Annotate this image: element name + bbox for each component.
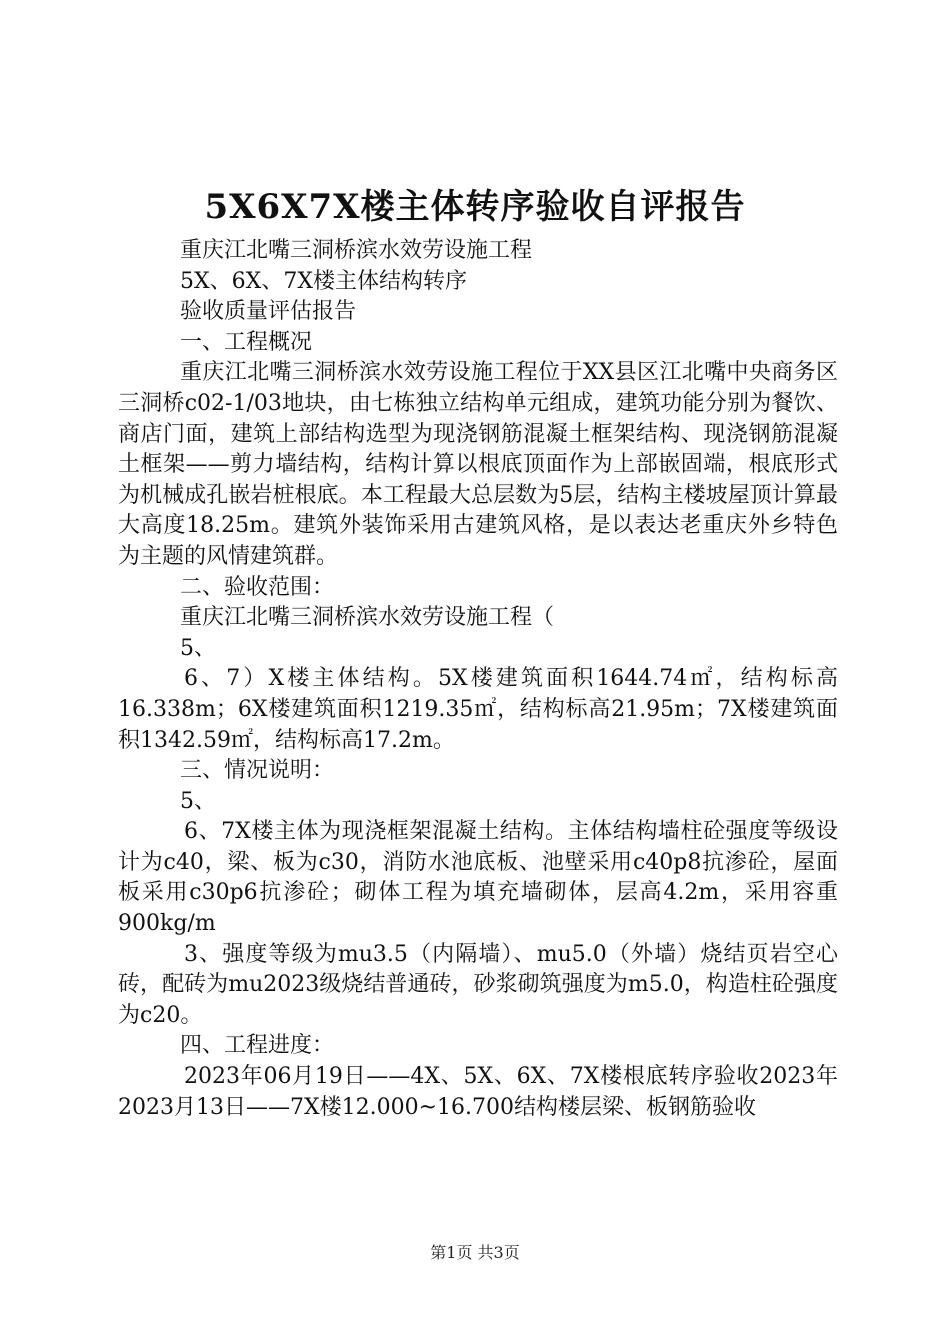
page-number-footer: 第1页 共3页 [430, 1243, 520, 1262]
paragraph-notes-structure: 6、7X楼主体为现浇框架混凝土结构。主体结构墙柱砼强度等级设计为c40，梁、板为c30，消防水池底板、池壁采用c40p8抗渗砼，屋面板采用c30p6抗渗砼；砌体工程为填充墙砌体，层高4.2m，采用容重900kg/m [118, 819, 838, 937]
paragraph-scope-intro: 重庆江北嘴三洞桥滨水效劳设施工程（ [180, 605, 555, 631]
section-heading-overview: 一、工程概况 [180, 329, 313, 355]
paragraph-scope-number: 5、 [180, 635, 216, 661]
paragraph-notes-number: 5、 [180, 788, 216, 814]
document-title: 5X6X7X楼主体转序验收自评报告 [204, 187, 746, 227]
paragraph-progress: 2023年06月19日——4X、5X、6X、7X楼根底转序验收2023年2023月13日——7X楼12.000~16.700结构楼层梁、板钢筋验收 [118, 1064, 838, 1120]
paragraph-report-type: 验收质量评估报告 [180, 299, 357, 325]
paragraph-scope-detail: 6、7）X楼主体结构。5X楼建筑面积1644.74㎡，结构标高16.338m；6X楼建筑面积1219.35㎡，结构标高21.95m；7X楼建筑面积1342.59㎡，结构标高17.2m。 [118, 666, 838, 753]
section-heading-progress: 四、工程进度： [180, 1033, 335, 1059]
document-body [118, 236, 838, 1123]
paragraph-overview: 重庆江北嘴三洞桥滨水效劳设施工程位于XX县区江北嘴中央商务区三洞桥c02-1/03地块，由七栋独立结构单元组成，建筑功能分别为餐饮、商店门面，建筑上部结构选型为现浇钢筋混凝土框架结构、现浇钢筋混凝土框架——剪力墙结构，结构计算以根底顶面作为上部嵌固端，根底形式为机械成孔嵌岩桩根底。本工程最大总层数为5层，结构主楼坡屋顶计算最大高度18.25m。建筑外装饰采用古建筑风格，是以表达老重庆外乡特色为主题的风情建筑群。 [118, 360, 838, 569]
section-heading-scope: 二、验收范围： [180, 574, 335, 600]
section-heading-notes: 三、情况说明： [180, 758, 335, 784]
paragraph-project-name: 重庆江北嘴三洞桥滨水效劳设施工程 [180, 238, 533, 263]
paragraph-notes-masonry: 3、强度等级为mu3.5（内隔墙）、mu5.0（外墙）烧结页岩空心砖，配砖为mu2023级烧结普通砖，砂浆砌筑强度为m5.0，构造柱砼强度为c20。 [118, 941, 838, 1028]
paragraph-subject: 5X、6X、7X楼主体结构转序 [180, 268, 467, 294]
